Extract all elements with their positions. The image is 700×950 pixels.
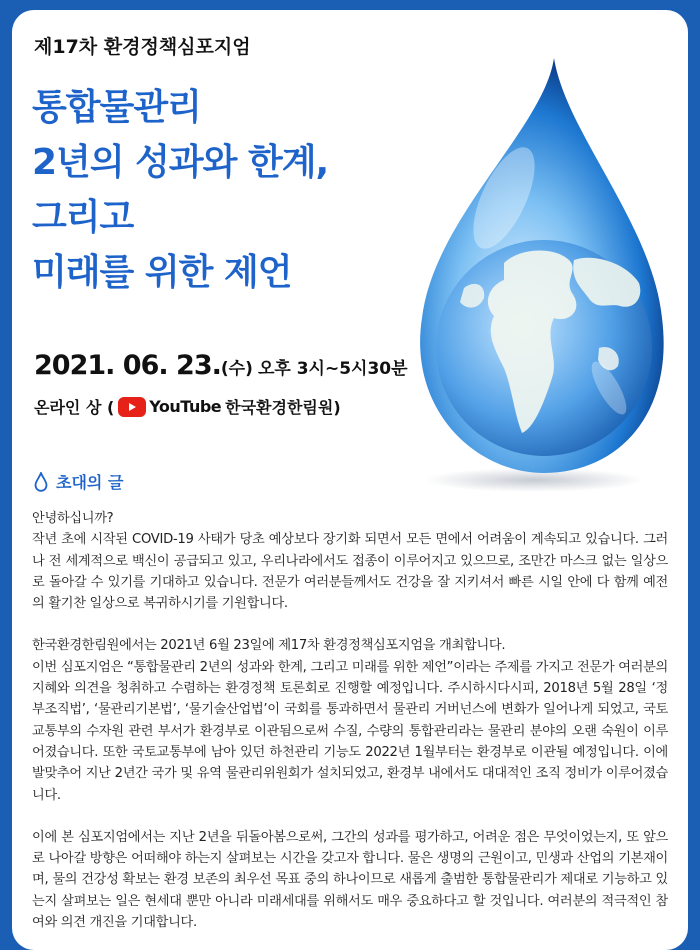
title-line-2: 2년의 성과와 한계, — [32, 142, 329, 183]
title-line-1: 통합물관리 — [32, 87, 201, 128]
section-heading — [34, 470, 123, 493]
invitation-letter — [32, 508, 668, 933]
poster-card — [12, 10, 688, 950]
water-drop-globe-icon — [394, 48, 684, 498]
section-heading-text: 초대의 글 — [56, 473, 124, 492]
online-prefix: 온라인 상 ( — [34, 398, 115, 417]
letter-paragraph-2b: 이번 심포지엄은 “통합물관리 2년의 성과와 한계, 그리고 미래를 위한 제언”이라는 주제를 가지고 전문가 여러분의 지혜와 의견을 청취하고 수렴하는 환경정책 토론회로 진행할 예정입니다. 주시하시다시피, 2018년 5월 28일 ‘정부조직법’, ‘물관리기본법’, ‘물기술산업법’이 국회를 통과하면서 물관리 거버넌스에 변화가 일어나게 되었고, 국토교통부의 수자원 관련 부서가 환경부로 이관됨으로써 수질, 수량의 통합관리라는 물관리 분야의 오랜 숙원이 이루어졌습니다. 또한 국토교통부에 남아 있던 하천관리 기능도 2022년 1월부터는 환경부로 이관될 예정입니다. 이에 발맞추어 지난 2년간 국가 및 유역 물관리위원회가 설치되었고, 환경부 내에서도 대대적인 조직 정비가 이루어졌습니다. — [32, 659, 668, 803]
event-date: 2021. 06. 23. — [34, 350, 221, 381]
water-drop-outline-icon — [34, 472, 48, 492]
series-label: 제17차 환경정책심포지엄 — [34, 36, 251, 58]
event-day: (수) — [220, 359, 253, 379]
youtube-wordmark: YouTube — [149, 397, 222, 416]
event-datetime — [34, 350, 408, 381]
letter-paragraph-1: 작년 초에 시작된 COVID-19 사태가 당초 예상보다 장기화 되면서 모든 면에서 어려움이 계속되고 있습니다. 그러나 전 세계적으로 백신이 공급되고 있고, 우리나라에서도 접종이 이루어지고 있으므로, 조만간 마스크 없는 일상으로 돌아갈 수 있기를 기대하고 있습니다. 전문가 여러분들께서도 건강을 잘 지키셔서 빠른 시일 안에 다 함께 예전의 활기찬 일상으로 복귀하시기를 기원합니다. — [32, 532, 668, 612]
letter-greeting: 안녕하십니까? — [32, 511, 114, 526]
online-venue — [34, 395, 341, 418]
youtube-play-icon — [118, 397, 146, 417]
youtube-logo — [118, 397, 221, 417]
channel-name: 한국환경한림원) — [225, 398, 341, 417]
title-line-4: 미래를 위한 제언 — [32, 252, 292, 293]
main-title — [32, 80, 328, 300]
letter-paragraph-2a: 한국환경한림원에서는 2021년 6월 23일에 제17차 환경정책심포지엄을 개최합니다. — [32, 638, 506, 654]
event-time: 오후 3시~5시30분 — [257, 359, 408, 379]
title-line-3: 그리고 — [32, 197, 134, 238]
letter-paragraph-3: 이에 본 심포지엄에서는 지난 2년을 뒤돌아봄으로써, 그간의 성과를 평가하고, 어려운 점은 무엇이었는지, 또 앞으로 나아갈 방향은 어떠해야 하는지 살펴보는 시간을 갖고자 합니다. 물은 생명의 근원이고, 민생과 산업의 기본재이며, 물의 건강성 확보는 환경 보존의 최우선 목표 중의 하나이므로 새롭게 출범한 통합물관리가 제대로 기능하고 있는지 살펴보는 일은 현세대 뿐만 아니라 미래세대를 위해서도 매우 중요하다고 할 것입니다. 여러분의 적극적인 참여와 의견 개진을 기대합니다. — [32, 829, 668, 931]
